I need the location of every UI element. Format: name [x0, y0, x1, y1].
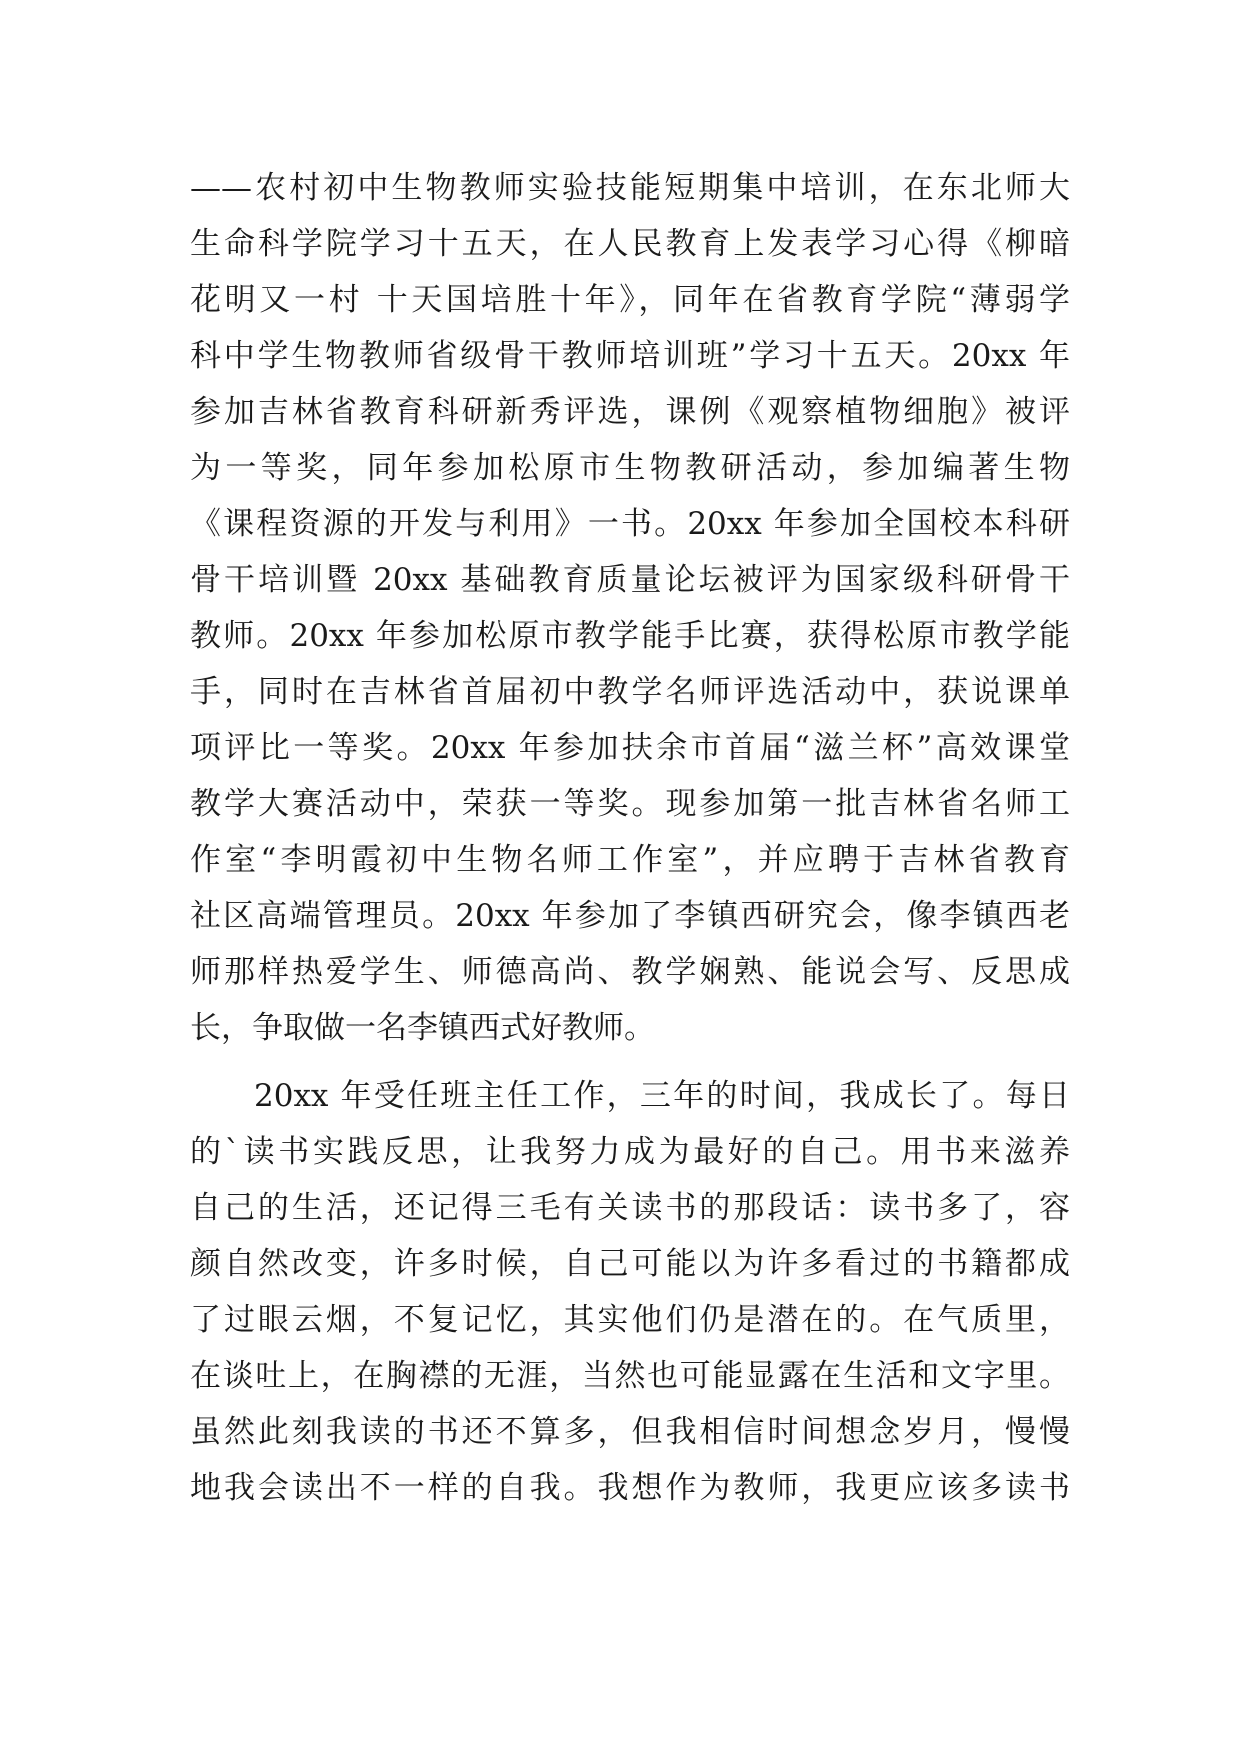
text-line: 自己的生活，还记得三毛有关读书的那段话：读书多了，容 — [190, 1190, 1070, 1226]
text-line: 虽然此刻我读的书还不算多，但我相信时间想念岁月，慢慢 — [190, 1414, 1070, 1450]
paragraph-spacer — [190, 1056, 1070, 1068]
text-line: 地我会读出不一样的自我。我想作为教师，我更应该多读书 — [190, 1470, 1070, 1506]
text-line: 颜自然改变，许多时候，自己可能以为许多看过的书籍都成 — [190, 1246, 1070, 1282]
text-line: 了过眼云烟，不复记忆，其实他们仍是潜在的。在气质里， — [190, 1302, 1070, 1338]
paragraph-1 — [190, 160, 1070, 1056]
text-line: 教师。20xx 年参加松原市教学能手比赛，获得松原市教学能 — [190, 618, 1070, 654]
text-line: 项评比一等奖。20xx 年参加扶余市首届“滋兰杯”高效课堂 — [190, 730, 1070, 766]
text-line: 作室“李明霞初中生物名师工作室”，并应聘于吉林省教育 — [190, 842, 1070, 878]
document-body — [190, 160, 1070, 1516]
text-line: 教学大赛活动中，荣获一等奖。现参加第一批吉林省名师工 — [190, 786, 1070, 822]
text-line: 为一等奖，同年参加松原市生物教研活动，参加编著生物 — [190, 450, 1070, 486]
text-line: 社区高端管理员。20xx 年参加了李镇西研究会，像李镇西老 — [190, 898, 1070, 934]
text-line: 骨干培训暨 20xx 基础教育质量论坛被评为国家级科研骨干 — [190, 562, 1070, 598]
text-line: ——农村初中生物教师实验技能短期集中培训，在东北师大 — [190, 170, 1070, 206]
text-line: 的`读书实践反思，让我努力成为最好的自己。用书来滋养 — [190, 1134, 1070, 1170]
text-line: 花明又一村 十天国培胜十年》，同年在省教育学院“薄弱学 — [190, 282, 1070, 318]
text-line: 师那样热爱学生、师德高尚、教学娴熟、能说会写、反思成 — [190, 954, 1070, 990]
text-line: 手，同时在吉林省首届初中教学名师评选活动中，获说课单 — [190, 674, 1070, 710]
text-line: 《课程资源的开发与利用》一书。20xx 年参加全国校本科研 — [190, 506, 1070, 542]
text-line: 科中学生物教师省级骨干教师培训班”学习十五天。20xx 年 — [190, 338, 1070, 374]
text-line: 生命科学院学习十五天，在人民教育上发表学习心得《柳暗 — [190, 226, 1070, 262]
text-line: 参加吉林省教育科研新秀评选，课例《观察植物细胞》被评 — [190, 394, 1070, 430]
paragraph-2 — [190, 1068, 1070, 1516]
text-line: 20xx 年受任班主任工作，三年的时间，我成长了。每日 — [254, 1078, 1070, 1114]
text-line: 在谈吐上，在胸襟的无涯，当然也可能显露在生活和文字里。 — [190, 1358, 1070, 1394]
text-line: 长，争取做一名李镇西式好教师。 — [190, 1010, 655, 1046]
